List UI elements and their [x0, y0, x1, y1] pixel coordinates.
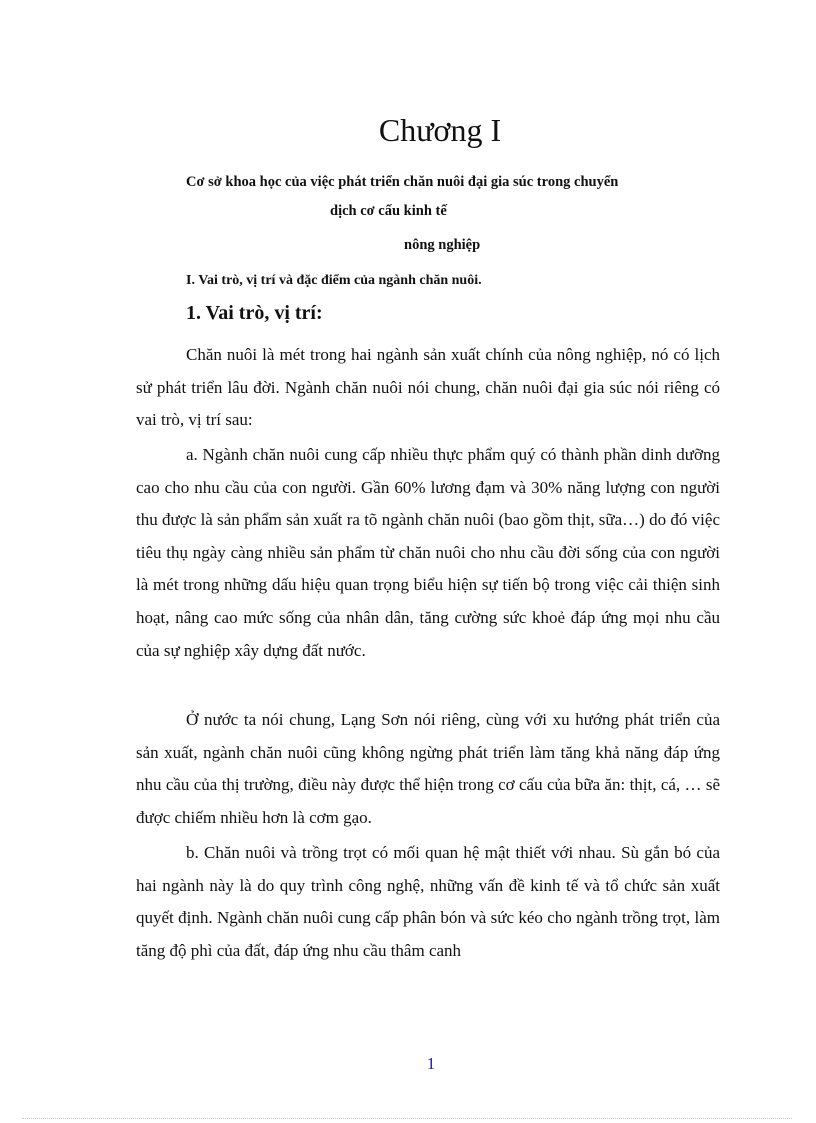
- paragraph-1: Chăn nuôi là mét trong hai ngành sản xuất chính của nông nghiệp, nó có lịch sử phát triển lâu đời. Ngành chăn nuôi nói chung, chăn nuôi đại gia súc nói riêng có vai trò, vị trí sau:: [136, 345, 720, 430]
- paragraph-4: b. Chăn nuôi và trồng trọt có mối quan hệ mật thiết với nhau. Sù gắn bó của hai ngành này là do quy trình công nghệ, những vấn đề kinh tế và tổ chức sản xuất quyết định. Ngành chăn nuôi cung cấp phân bón và sức kéo cho ngành trồng trọt, làm tăng độ phì của đất, đáp ứng nhu cầu thâm canh: [136, 843, 720, 960]
- chapter-title: Chương I: [378, 112, 502, 148]
- page-number: 1: [426, 1054, 436, 1073]
- subtitle-line-3: nông nghiệp: [404, 237, 481, 253]
- page-bottom-divider: [22, 1118, 792, 1119]
- subsection-heading: 1. Vai trò, vị trí:: [186, 302, 323, 324]
- section-heading: I. Vai trò, vị trí và đặc điểm của ngành chăn nuôi.: [186, 273, 482, 288]
- paragraph-3: Ở nước ta nói chung, Lạng Sơn nói riêng, cùng với xu hướng phát triển của sản xuất, ngành chăn nuôi cũng không ngừng phát triển làm tăng khả năng đáp ứng nhu cầu của thị trường, điều này được thể hiện trong cơ cấu của bữa ăn: thịt, cá, … sẽ được chiếm nhiều hơn là cơm gạo.: [136, 710, 720, 827]
- paragraph-2: a. Ngành chăn nuôi cung cấp nhiều thực phẩm quý có thành phần dinh dưỡng cao cho nhu cầu của con người. Gần 60% lương đạm và 30% năng lượng con người thu được là sản phẩm sản xuất ra tõ ngành chăn nuôi (bao gồm thịt, sữa…) do đó việc tiêu thụ ngày càng nhiều sản phẩm từ chăn nuôi cho nhu cầu đời sống của con người là mét trong những dấu hiệu quan trọng biểu hiện sự tiến bộ trong việc cải thiện sinh hoạt, nâng cao mức sống của nhân dân, tăng cường sức khoẻ đáp ứng mọi nhu cầu của sự nghiệp xây dựng đất nước.: [136, 445, 720, 660]
- subtitle-line-2: dịch cơ cấu kinh tế: [330, 203, 447, 219]
- subtitle-line-1: Cơ sở khoa học của việc phát triển chăn nuôi đại gia súc trong chuyển: [186, 174, 619, 190]
